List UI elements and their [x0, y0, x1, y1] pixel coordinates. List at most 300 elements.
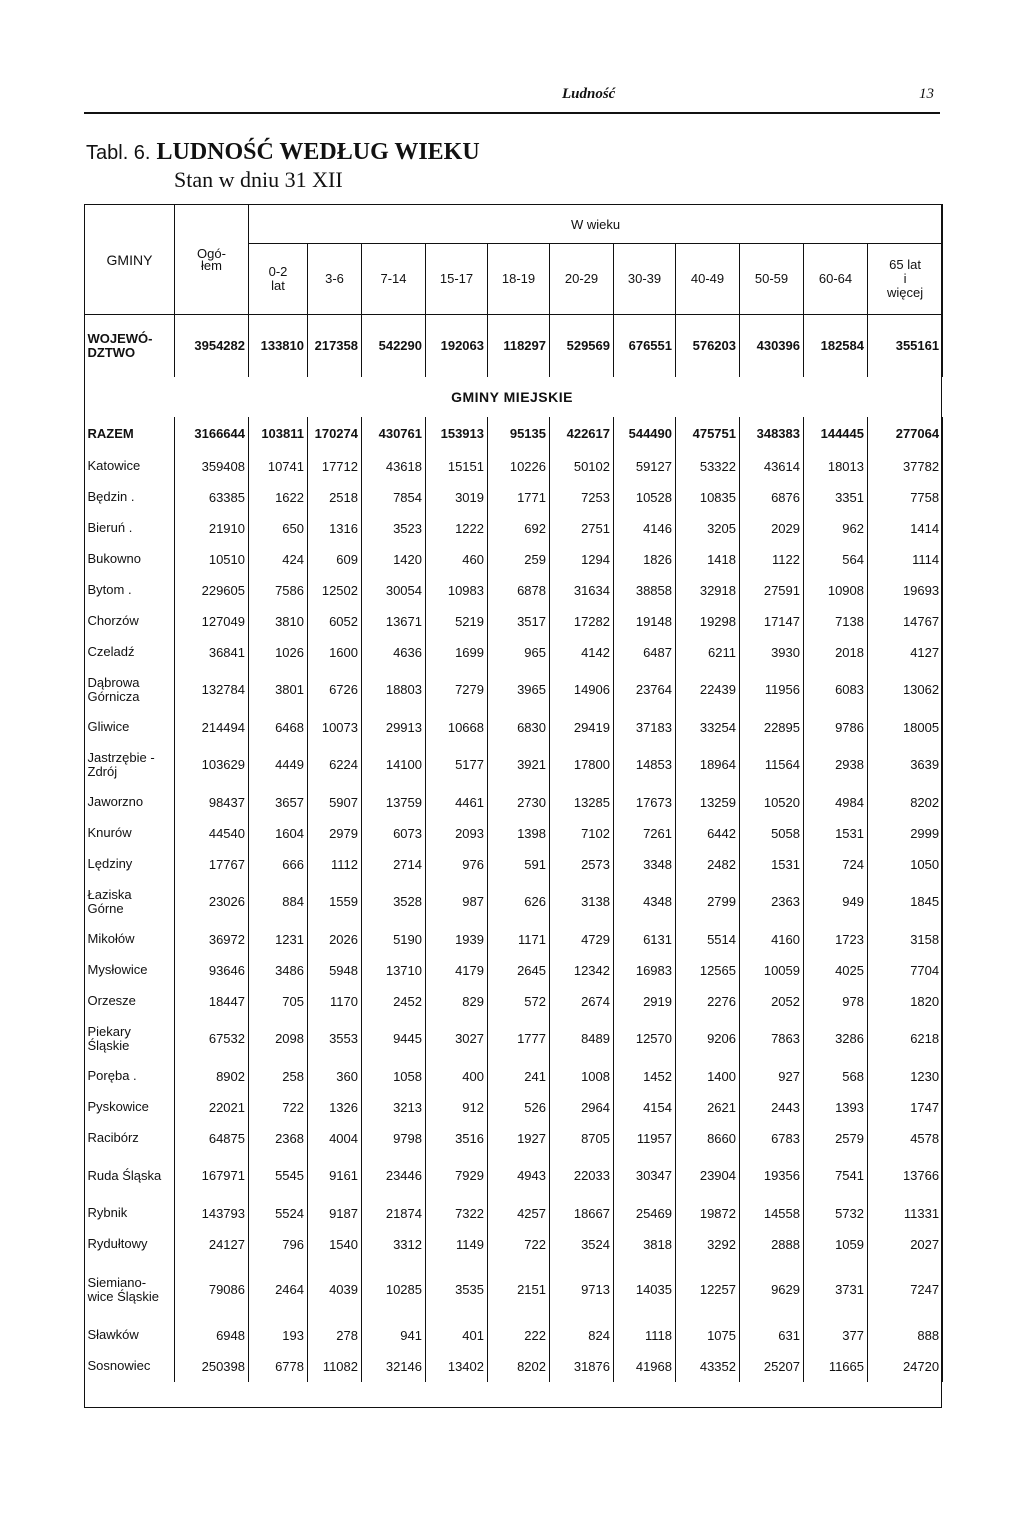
cell-value: 631	[740, 1320, 804, 1351]
cell-value: 978	[804, 986, 868, 1017]
cell-value: 11331	[868, 1198, 943, 1229]
table-row	[85, 880, 943, 924]
cell-value: 8202	[488, 1351, 550, 1382]
cell-value: 2029	[740, 513, 804, 544]
cell-value: 43352	[676, 1351, 740, 1382]
cell-value: 1452	[614, 1061, 676, 1092]
cell-value: 3523	[362, 513, 426, 544]
cell-value: 1559	[308, 880, 362, 924]
header-w-wieku: W wieku	[249, 205, 943, 244]
cell-value: 222	[488, 1320, 550, 1351]
cell-value: 2579	[804, 1123, 868, 1154]
cell-value: 3818	[614, 1229, 676, 1260]
cell-value: 32146	[362, 1351, 426, 1382]
cell-value: 5545	[249, 1154, 308, 1198]
header-age-col: 15-17	[426, 244, 488, 315]
cell-value: 2482	[676, 849, 740, 880]
cell-value: 4729	[550, 924, 614, 955]
cell-value: 7102	[550, 818, 614, 849]
cell-value: 355161	[868, 315, 943, 377]
row-name: Będzin .	[85, 482, 175, 513]
cell-value: 348383	[740, 417, 804, 451]
row-name: Sławków	[85, 1320, 175, 1351]
cell-value: 722	[249, 1092, 308, 1123]
header-gminy: GMINY	[85, 205, 175, 315]
cell-value: 17767	[175, 849, 249, 880]
cell-value: 19693	[868, 575, 943, 606]
header-age-col: 60-64	[804, 244, 868, 315]
header-age-col: 7-14	[362, 244, 426, 315]
cell-value: 53322	[676, 451, 740, 482]
cell-value: 5948	[308, 955, 362, 986]
row-name: Pyskowice	[85, 1092, 175, 1123]
cell-value: 217358	[308, 315, 362, 377]
row-name: Sosnowiec	[85, 1351, 175, 1382]
cell-value: 21874	[362, 1198, 426, 1229]
cell-value: 50102	[550, 451, 614, 482]
cell-value: 3553	[308, 1017, 362, 1061]
cell-value: 6783	[740, 1123, 804, 1154]
cell-value: 118297	[488, 315, 550, 377]
cell-value: 5190	[362, 924, 426, 955]
cell-value: 3286	[804, 1017, 868, 1061]
cell-value: 13285	[550, 787, 614, 818]
row-name: Orzesze	[85, 986, 175, 1017]
row-name: Racibórz	[85, 1123, 175, 1154]
cell-value: 2714	[362, 849, 426, 880]
cell-value: 7758	[868, 482, 943, 513]
cell-value: 17147	[740, 606, 804, 637]
cell-value: 36972	[175, 924, 249, 955]
cell-value: 430396	[740, 315, 804, 377]
cell-value: 4943	[488, 1154, 550, 1198]
cell-value: 3524	[550, 1229, 614, 1260]
cell-value: 2888	[740, 1229, 804, 1260]
cell-value: 8705	[550, 1123, 614, 1154]
cell-value: 19298	[676, 606, 740, 637]
cell-value: 1400	[676, 1061, 740, 1092]
cell-value: 13259	[676, 787, 740, 818]
cell-value: 8660	[676, 1123, 740, 1154]
cell-value: 4154	[614, 1092, 676, 1123]
cell-value: 13766	[868, 1154, 943, 1198]
cell-value: 2018	[804, 637, 868, 668]
cell-value: 6218	[868, 1017, 943, 1061]
cell-value: 79086	[175, 1260, 249, 1320]
header-age-col: 30-39	[614, 244, 676, 315]
cell-value: 4127	[868, 637, 943, 668]
row-name: Jastrzębie -Zdrój	[85, 743, 175, 787]
cell-value: 2730	[488, 787, 550, 818]
cell-value: 650	[249, 513, 308, 544]
cell-value: 6073	[362, 818, 426, 849]
cell-value: 9445	[362, 1017, 426, 1061]
cell-value: 962	[804, 513, 868, 544]
cell-value: 2151	[488, 1260, 550, 1320]
table-title: LUDNOŚĆ WEDŁUG WIEKU	[156, 139, 480, 165]
cell-value: 13402	[426, 1351, 488, 1382]
cell-value: 401	[426, 1320, 488, 1351]
cell-value: 3348	[614, 849, 676, 880]
cell-value: 6948	[175, 1320, 249, 1351]
cell-value: 18803	[362, 668, 426, 712]
cell-value: 27591	[740, 575, 804, 606]
row-name: Bytom .	[85, 575, 175, 606]
cell-value: 19872	[676, 1198, 740, 1229]
cell-value: 167971	[175, 1154, 249, 1198]
cell-value: 796	[249, 1229, 308, 1260]
table-row	[85, 1092, 943, 1123]
table-row	[85, 606, 943, 637]
cell-value: 884	[249, 880, 308, 924]
row-name: Ruda Śląska	[85, 1154, 175, 1198]
cell-value: 2443	[740, 1092, 804, 1123]
cell-value: 2368	[249, 1123, 308, 1154]
cell-value: 143793	[175, 1198, 249, 1229]
cell-value: 14853	[614, 743, 676, 787]
row-name: WOJEWÓ- DZTWO	[85, 315, 175, 377]
cell-value: 1075	[676, 1320, 740, 1351]
cell-value: 1604	[249, 818, 308, 849]
cell-value: 1845	[868, 880, 943, 924]
table-row	[85, 668, 943, 712]
cell-value: 2026	[308, 924, 362, 955]
cell-value: 705	[249, 986, 308, 1017]
table-row	[85, 544, 943, 575]
table-row	[85, 513, 943, 544]
cell-value: 2645	[488, 955, 550, 986]
cell-value: 59127	[614, 451, 676, 482]
cell-value: 6726	[308, 668, 362, 712]
cell-value: 3166644	[175, 417, 249, 451]
header-age-col: 50-59	[740, 244, 804, 315]
cell-value: 9786	[804, 712, 868, 743]
cell-value: 10668	[426, 712, 488, 743]
cell-value: 12257	[676, 1260, 740, 1320]
cell-value: 564	[804, 544, 868, 575]
cell-value: 32918	[676, 575, 740, 606]
row-name: Gliwice	[85, 712, 175, 743]
cell-value: 4984	[804, 787, 868, 818]
cell-value: 7138	[804, 606, 868, 637]
cell-value: 2979	[308, 818, 362, 849]
cell-value: 17673	[614, 787, 676, 818]
cell-value: 10059	[740, 955, 804, 986]
table-row	[85, 482, 943, 513]
cell-value: 2751	[550, 513, 614, 544]
cell-value: 13671	[362, 606, 426, 637]
table-row	[85, 955, 943, 986]
cell-value: 3535	[426, 1260, 488, 1320]
cell-value: 949	[804, 880, 868, 924]
cell-value: 609	[308, 544, 362, 575]
cell-value: 7863	[740, 1017, 804, 1061]
cell-value: 22021	[175, 1092, 249, 1123]
cell-value: 2052	[740, 986, 804, 1017]
cell-value: 430761	[362, 417, 426, 451]
cell-value: 676551	[614, 315, 676, 377]
cell-value: 5907	[308, 787, 362, 818]
cell-value: 13759	[362, 787, 426, 818]
cell-value: 18013	[804, 451, 868, 482]
cell-value: 422617	[550, 417, 614, 451]
header-age-col: 40-49	[676, 244, 740, 315]
table-row	[85, 787, 943, 818]
cell-value: 400	[426, 1061, 488, 1092]
cell-value: 1122	[740, 544, 804, 575]
cell-value: 1939	[426, 924, 488, 955]
cell-value: 277064	[868, 417, 943, 451]
cell-value: 927	[740, 1061, 804, 1092]
cell-value: 1723	[804, 924, 868, 955]
cell-value: 360	[308, 1061, 362, 1092]
cell-value: 3921	[488, 743, 550, 787]
cell-value: 10908	[804, 575, 868, 606]
table-row	[85, 1320, 943, 1351]
row-name: Katowice	[85, 451, 175, 482]
cell-value: 29913	[362, 712, 426, 743]
cell-value: 29419	[550, 712, 614, 743]
row-name: Czeladź	[85, 637, 175, 668]
cell-value: 1112	[308, 849, 362, 880]
cell-value: 14558	[740, 1198, 804, 1229]
cell-value: 529569	[550, 315, 614, 377]
cell-value: 1531	[804, 818, 868, 849]
cell-value: 3019	[426, 482, 488, 513]
cell-value: 11564	[740, 743, 804, 787]
cell-value: 12565	[676, 955, 740, 986]
cell-value: 132784	[175, 668, 249, 712]
cell-value: 10226	[488, 451, 550, 482]
cell-value: 6778	[249, 1351, 308, 1382]
row-name: Rydułtowy	[85, 1229, 175, 1260]
table-row	[85, 1061, 943, 1092]
cell-value: 18667	[550, 1198, 614, 1229]
cell-value: 1531	[740, 849, 804, 880]
cell-value: 1540	[308, 1229, 362, 1260]
cell-value: 2276	[676, 986, 740, 1017]
row-name: Bukowno	[85, 544, 175, 575]
cell-value: 987	[426, 880, 488, 924]
cell-value: 526	[488, 1092, 550, 1123]
table-row	[85, 1351, 943, 1382]
cell-value: 7929	[426, 1154, 488, 1198]
cell-value: 976	[426, 849, 488, 880]
cell-value: 10835	[676, 482, 740, 513]
row-name: Dąbrowa Górnicza	[85, 668, 175, 712]
cell-value: 1231	[249, 924, 308, 955]
cell-value: 1114	[868, 544, 943, 575]
cell-value: 15151	[426, 451, 488, 482]
cell-value: 4039	[308, 1260, 362, 1320]
cell-value: 1316	[308, 513, 362, 544]
cell-value: 10073	[308, 712, 362, 743]
table-row	[85, 1123, 943, 1154]
row-name: Rybnik	[85, 1198, 175, 1229]
cell-value: 8489	[550, 1017, 614, 1061]
cell-value: 3954282	[175, 315, 249, 377]
cell-value: 2093	[426, 818, 488, 849]
cell-value: 241	[488, 1061, 550, 1092]
cell-value: 7541	[804, 1154, 868, 1198]
cell-value: 4025	[804, 955, 868, 986]
cell-value: 14035	[614, 1260, 676, 1320]
cell-value: 36841	[175, 637, 249, 668]
cell-value: 22033	[550, 1154, 614, 1198]
cell-value: 192063	[426, 315, 488, 377]
cell-value: 475751	[676, 417, 740, 451]
cell-value: 1008	[550, 1061, 614, 1092]
cell-value: 9161	[308, 1154, 362, 1198]
row-name: Bieruń .	[85, 513, 175, 544]
cell-value: 229605	[175, 575, 249, 606]
cell-value: 214494	[175, 712, 249, 743]
cell-value: 9206	[676, 1017, 740, 1061]
row-name: Chorzów	[85, 606, 175, 637]
cell-value: 103629	[175, 743, 249, 787]
cell-value: 912	[426, 1092, 488, 1123]
cell-value: 18964	[676, 743, 740, 787]
cell-value: 1026	[249, 637, 308, 668]
cell-value: 3657	[249, 787, 308, 818]
cell-value: 1699	[426, 637, 488, 668]
cell-value: 2799	[676, 880, 740, 924]
cell-value: 23446	[362, 1154, 426, 1198]
row-name: Jaworzno	[85, 787, 175, 818]
cell-value: 9798	[362, 1123, 426, 1154]
cell-value: 24720	[868, 1351, 943, 1382]
cell-value: 5732	[804, 1198, 868, 1229]
cell-value: 2964	[550, 1092, 614, 1123]
cell-value: 31634	[550, 575, 614, 606]
cell-value: 4578	[868, 1123, 943, 1154]
cell-value: 7279	[426, 668, 488, 712]
header-age-col: 0-2 lat	[249, 244, 308, 315]
cell-value: 2999	[868, 818, 943, 849]
cell-value: 10510	[175, 544, 249, 575]
cell-value: 18447	[175, 986, 249, 1017]
cell-value: 12342	[550, 955, 614, 986]
cell-value: 572	[488, 986, 550, 1017]
cell-value: 25469	[614, 1198, 676, 1229]
cell-value: 1771	[488, 482, 550, 513]
cell-value: 17282	[550, 606, 614, 637]
cell-value: 9629	[740, 1260, 804, 1320]
cell-value: 424	[249, 544, 308, 575]
table-row	[85, 1229, 943, 1260]
cell-value: 8902	[175, 1061, 249, 1092]
cell-value: 6442	[676, 818, 740, 849]
cell-value: 1059	[804, 1229, 868, 1260]
cell-value: 98437	[175, 787, 249, 818]
cell-value: 377	[804, 1320, 868, 1351]
cell-value: 258	[249, 1061, 308, 1092]
cell-value: 7586	[249, 575, 308, 606]
cell-value: 7854	[362, 482, 426, 513]
section-title: GMINY MIEJSKIE	[451, 388, 573, 405]
table-row	[85, 417, 943, 451]
cell-value: 829	[426, 986, 488, 1017]
cell-value: 16983	[614, 955, 676, 986]
cell-value: 1050	[868, 849, 943, 880]
cell-value: 24127	[175, 1229, 249, 1260]
cell-value: 133810	[249, 315, 308, 377]
cell-value: 4461	[426, 787, 488, 818]
cell-value: 10528	[614, 482, 676, 513]
running-head-title: Ludność	[562, 86, 616, 102]
cell-value: 193	[249, 1320, 308, 1351]
cell-value: 3351	[804, 482, 868, 513]
cell-value: 724	[804, 849, 868, 880]
cell-value: 1393	[804, 1092, 868, 1123]
cell-value: 37183	[614, 712, 676, 743]
row-name: Piekary Śląskie	[85, 1017, 175, 1061]
cell-value: 1058	[362, 1061, 426, 1092]
row-name: Łaziska Górne	[85, 880, 175, 924]
cell-value: 10741	[249, 451, 308, 482]
cell-value: 3930	[740, 637, 804, 668]
cell-value: 30347	[614, 1154, 676, 1198]
header-age-col: 20-29	[550, 244, 614, 315]
cell-value: 591	[488, 849, 550, 880]
cell-value: 259	[488, 544, 550, 575]
cell-value: 13062	[868, 668, 943, 712]
cell-value: 13710	[362, 955, 426, 986]
row-name: RAZEM	[85, 417, 175, 451]
cell-value: 568	[804, 1061, 868, 1092]
cell-value: 17712	[308, 451, 362, 482]
cell-value: 21910	[175, 513, 249, 544]
cell-value: 63385	[175, 482, 249, 513]
cell-value: 6052	[308, 606, 362, 637]
cell-value: 2098	[249, 1017, 308, 1061]
cell-value: 4004	[308, 1123, 362, 1154]
cell-value: 7261	[614, 818, 676, 849]
cell-value: 9187	[308, 1198, 362, 1229]
cell-value: 1170	[308, 986, 362, 1017]
cell-value: 22439	[676, 668, 740, 712]
table-subtitle: Stan w dniu 31 XII	[174, 167, 343, 192]
cell-value: 824	[550, 1320, 614, 1351]
cell-value: 1326	[308, 1092, 362, 1123]
cell-value: 1600	[308, 637, 362, 668]
cell-value: 5219	[426, 606, 488, 637]
cell-value: 4160	[740, 924, 804, 955]
cell-value: 6876	[740, 482, 804, 513]
table-row	[85, 575, 943, 606]
table-row	[85, 986, 943, 1017]
table-row	[85, 849, 943, 880]
cell-value: 12570	[614, 1017, 676, 1061]
cell-value: 3486	[249, 955, 308, 986]
cell-value: 11665	[804, 1351, 868, 1382]
cell-value: 144445	[804, 417, 868, 451]
row-name: Mysłowice	[85, 955, 175, 986]
cell-value: 1171	[488, 924, 550, 955]
cell-value: 17800	[550, 743, 614, 787]
header-age-col: 3-6	[308, 244, 362, 315]
cell-value: 37782	[868, 451, 943, 482]
table-label: Tabl. 6.	[86, 142, 151, 164]
cell-value: 3158	[868, 924, 943, 955]
cell-value: 18005	[868, 712, 943, 743]
cell-value: 6487	[614, 637, 676, 668]
cell-value: 2464	[249, 1260, 308, 1320]
cell-value: 888	[868, 1320, 943, 1351]
cell-value: 1414	[868, 513, 943, 544]
cell-value: 3516	[426, 1123, 488, 1154]
cell-value: 4636	[362, 637, 426, 668]
